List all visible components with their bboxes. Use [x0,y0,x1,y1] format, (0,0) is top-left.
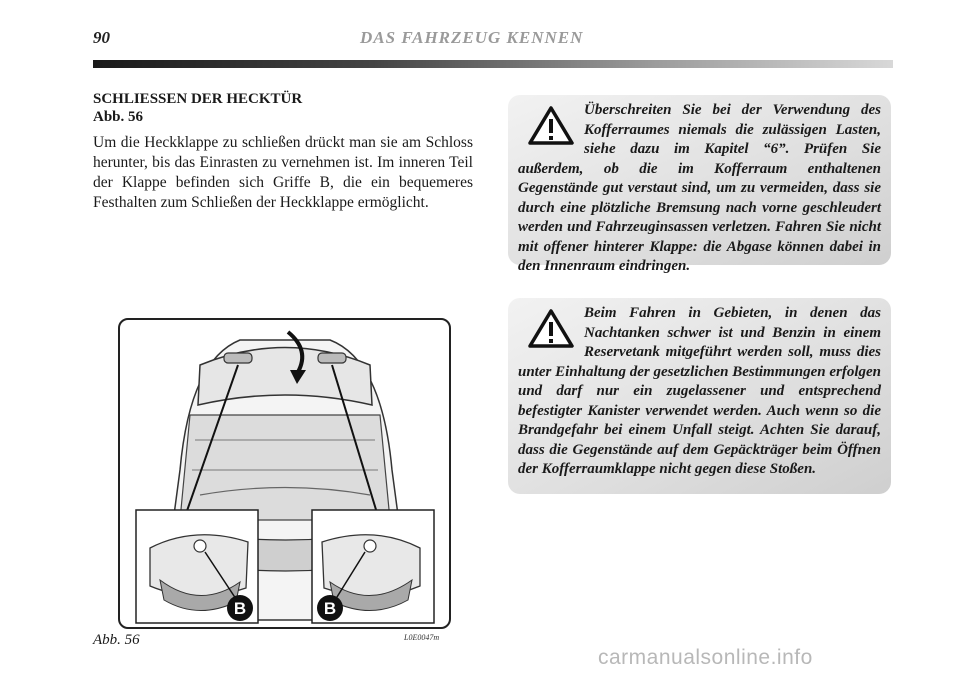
tailgate-drawing [120,320,449,627]
watermark: carmanualsonline.info [598,646,813,669]
page-number: 90 [93,28,110,47]
callout-left-label: B [233,599,247,618]
warning-box-load [508,95,891,274]
warning-triangle-icon [528,308,574,348]
header-rule [93,60,893,68]
figure-reference: Abb. 56 [93,109,144,125]
figure-code: L0E0047m [404,633,440,642]
left-handle [224,353,252,363]
running-header: DAS FAHRZEUG KENNEN [360,28,584,47]
right-handle [318,353,346,363]
section-title-text: SCHLIESSEN DER HECKTÜR [93,91,303,107]
figure-tailgate-illustration [118,318,451,629]
body-paragraph: Um die Heckklappe zu schließen drückt man sie am Schloss herunter, bis das Einrasten zu vernehmen ist. Im inneren Teil der Klappe befinden sich Griffe B, die ein bequemeres Festhalten zum Schließen der Heckklappe ermöglicht. [93,134,473,211]
warning-box-fuel [508,298,891,494]
section-title [93,90,473,126]
warning-text: Überschreiten Sie bei der Verwendung des Kofferraumes niemals die zulässigen Lasten, siehe dazu im Kapitel “6”. Prüfen Sie außerdem, ob die im Kofferraum enthaltenen Gegenstände gut verstaut sind, um zu vermeiden, dass sie durch eine plötzliche Bremsung nach vorne geschleudert werden und Fahrzeuginsassen verletzen. Fahren Sie nicht mit offener hinterer Klappe: die Abgase können dabei in den Innenraum eindringen. [518,102,881,274]
figure-caption: Abb. 56 [93,632,140,648]
callout-right-label: B [323,599,337,618]
warning-text: Beim Fahren in Gebieten, in denen das Nachtanken schwer ist und Benzin in einem Reservetank mitgeführt werden soll, muss dies unter Einhaltung der gesetzlichen Bestimmungen erfolgen und darf nur ein zugelassener und entsprechend befestigter Kanister verwendet werden. Auch wenn so die Brandgefahr bei einem Unfall steigt. Achten Sie darauf, dass die Gegenstände auf dem Gepäckträger beim Öffnen der Kofferraumklappe nicht gegen diese Stoßen. [518,305,881,477]
warning-triangle-icon [528,105,574,145]
